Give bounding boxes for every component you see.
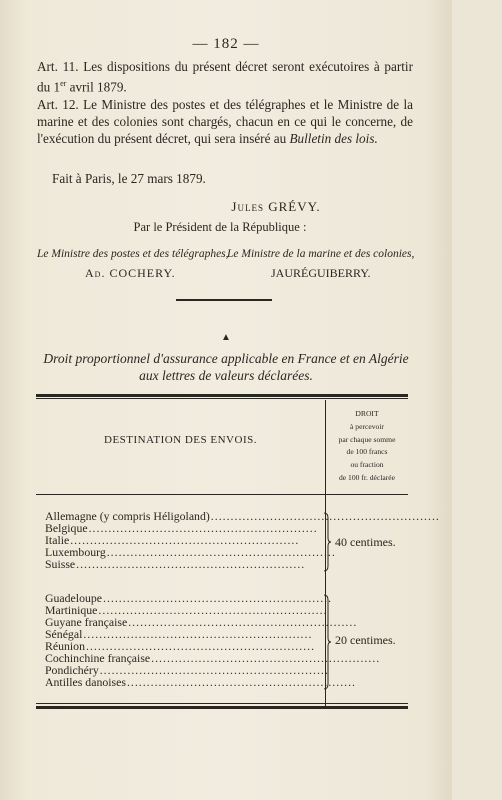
header-destination: DESTINATION DES ENVOIS. — [104, 434, 257, 446]
header-droit-line: de 100 francs — [346, 447, 388, 457]
bracket-group-1 — [323, 512, 329, 572]
article-12-bulletin: Bulletin des lois. — [289, 131, 378, 146]
name-cochery: Ad. COCHERY. — [85, 266, 176, 280]
par-le-president: Par le Président de la République : — [133, 220, 307, 234]
row-label: Luxembourg — [45, 545, 106, 559]
article-11-sup: er — [60, 79, 67, 88]
separator-rule — [176, 299, 272, 301]
row-label: Martinique — [45, 603, 98, 617]
table-row: Réunion .......................................................... — [45, 639, 316, 653]
bracket-group-2 — [323, 594, 329, 690]
table-bottom-rule-thin — [36, 703, 408, 704]
article-11-end: avril 1879. — [66, 79, 127, 95]
signer-name: Jules GRÉVY. — [231, 199, 321, 214]
article-12-text: Art. 12. Le Ministre des postes et des télégraphes et le Ministre de la marine et des colonies sont chargés, chacun en ce qui le concerne, de l'exécution du présent décret, qui sera inséré au — [37, 97, 413, 146]
header-droit-line: par chaque somme — [338, 434, 396, 444]
minister-marine: Le Ministre de la marine et des colonies, — [227, 248, 415, 260]
table-row: Antilles danoises .......................................................... — [45, 675, 356, 689]
article-12 — [37, 96, 413, 147]
table-row: Guadeloupe .......................................................... — [45, 591, 333, 605]
table-row: Suisse .......................................................... — [45, 557, 306, 571]
row-label: Pondichéry — [45, 663, 99, 677]
article-11 — [37, 58, 413, 95]
table-row: Cochinchine française .......................................................... — [45, 651, 381, 665]
name-jaureguiberry: JAURÉGUIBERRY. — [271, 266, 371, 280]
header-droit-line: de 100 fr. déclarée — [338, 472, 396, 482]
table-title: Droit proportionnel d'assurance applicable en France et en Algérie aux lettres de valeurs déclarées. — [43, 351, 409, 383]
page-number: — 182 — — [192, 36, 260, 52]
row-label: Guyane française — [45, 615, 128, 629]
header-droit-line: DROIT — [355, 409, 379, 418]
table-top-rule-thin — [36, 398, 408, 399]
table-row: Belgique .......................................................... — [45, 521, 318, 535]
header-bottom-rule — [36, 494, 408, 495]
header-droit — [326, 408, 408, 485]
minister-postes: Le Ministre des postes et des télégraphes, — [37, 248, 229, 260]
table-row: Martinique .......................................................... — [45, 603, 328, 617]
row-label: Belgique — [45, 521, 88, 535]
article-11-text: Art. 11. Les dispositions du présent décret seront exécutoires à partir du 1 — [37, 59, 413, 95]
row-label: Guadeloupe — [45, 591, 102, 605]
table-bottom-rule — [36, 706, 408, 709]
table-top-rule — [36, 394, 408, 397]
header-droit-line: à percevoir — [350, 421, 384, 431]
rate-group-1: 40 centimes. — [335, 535, 396, 549]
row-label: Allemagne (y compris Héligoland) — [45, 509, 210, 523]
row-label: Suisse — [45, 557, 76, 571]
table-row: Pondichéry .......................................................... — [45, 663, 329, 677]
row-label: Cochinchine française — [45, 651, 151, 665]
table-row: Luxembourg .......................................................... — [45, 545, 336, 559]
ornament-icon: ▲ — [221, 332, 231, 343]
table-row: Sénégal .......................................................... — [45, 627, 313, 641]
header-droit-line: ou fraction — [350, 460, 384, 470]
table-row: Italie .......................................................... — [45, 533, 300, 547]
fait-a-paris: Fait à Paris, le 27 mars 1879. — [52, 171, 206, 186]
row-label: Italie — [45, 533, 70, 547]
rate-group-2: 20 centimes. — [335, 633, 396, 647]
row-label: Antilles danoises — [45, 675, 126, 689]
row-label: Sénégal — [45, 627, 83, 641]
table-row: Allemagne (y compris Héligoland) .......................................................... — [45, 509, 440, 523]
row-label: Réunion — [45, 639, 85, 653]
table-row: Guyane française .......................................................... — [45, 615, 358, 629]
